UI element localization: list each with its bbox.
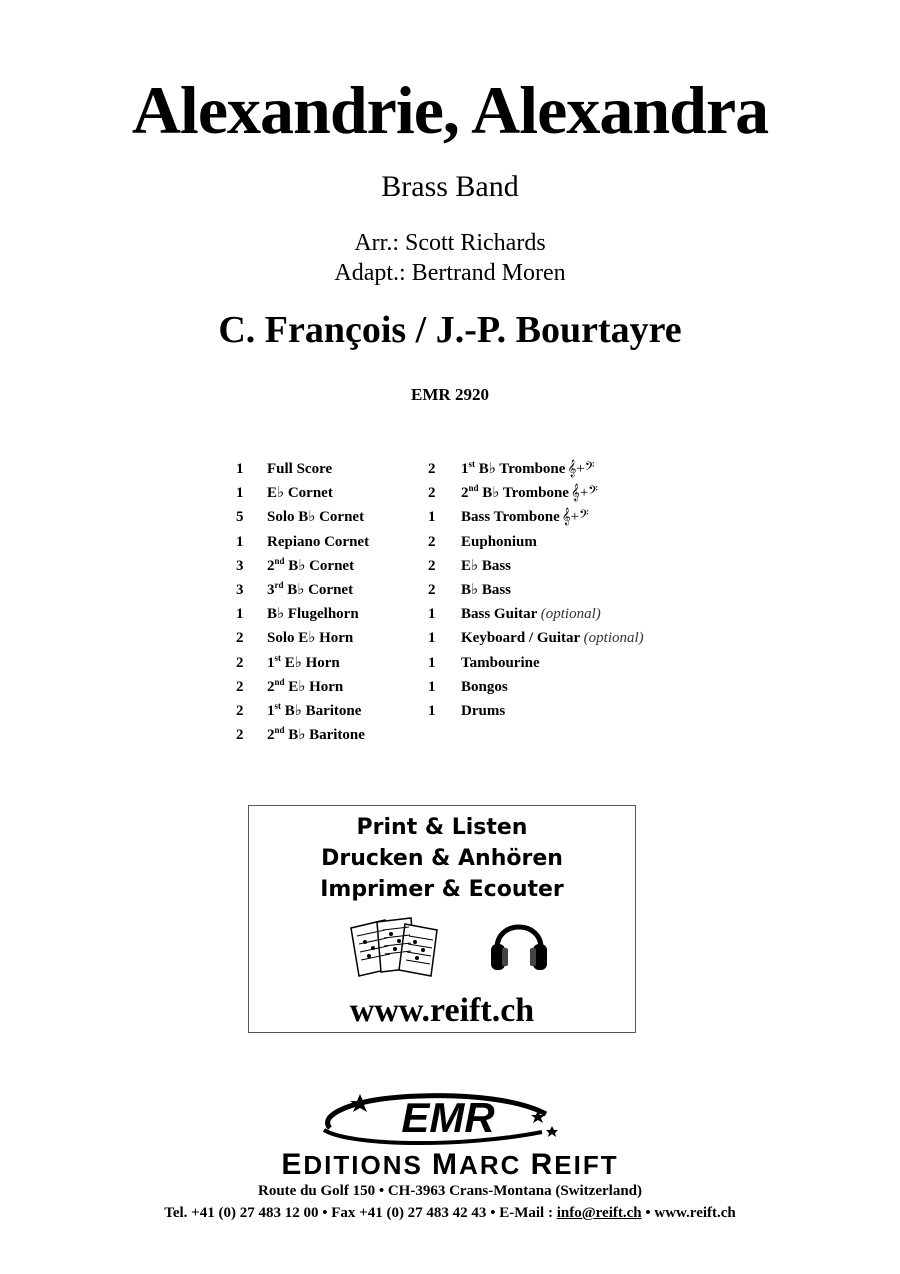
part-quantity: 2 [428, 557, 436, 574]
part-name: Bass Guitar (optional) [461, 606, 601, 623]
part-quantity: 2 [428, 533, 436, 550]
part-quantity: 1 [428, 509, 436, 526]
part-quantity: 2 [428, 485, 436, 502]
sheet-music-icon [347, 914, 443, 978]
catalog-number: EMR 2920 [411, 385, 489, 404]
part-name: 2nd B♭ Trombone 𝄞+𝄢 [461, 483, 598, 502]
part-quantity: 1 [236, 606, 244, 623]
part-quantity: 3 [236, 557, 244, 574]
part-quantity: 1 [236, 485, 244, 502]
part-quantity: 1 [428, 630, 436, 647]
publisher-name: EDITIONS MARC REIFT [281, 1148, 619, 1181]
optional-label: (optional) [583, 630, 644, 647]
part-quantity: 1 [428, 654, 436, 671]
subtitle: Brass Band [381, 170, 519, 203]
part-name: 2nd B♭ Cornet [267, 555, 355, 574]
part-name: Euphonium [461, 533, 537, 550]
part-quantity: 1 [236, 461, 244, 477]
part-quantity: 1 [236, 533, 244, 550]
part-name: Bongos [461, 678, 508, 695]
clef-icon: 𝄞+𝄢 [570, 485, 598, 502]
part-name: Repiano Cornet [267, 533, 370, 550]
part-name: 3rd B♭ Cornet [267, 580, 354, 598]
part-quantity: 1 [428, 678, 436, 695]
part-quantity: 1 [428, 703, 436, 719]
part-name: 1st B♭ Trombone 𝄞+𝄢 [461, 459, 595, 477]
headphones-icon [487, 910, 551, 974]
promo-line-de: Drucken & Anhören [321, 846, 563, 871]
part-name: B♭ Bass [461, 582, 512, 598]
part-name: Solo B♭ Cornet [267, 509, 365, 526]
part-name: 2nd B♭ Baritone [267, 725, 365, 744]
part-name: 1st B♭ Baritone [267, 701, 362, 719]
fax: Fax +41 (0) 27 483 42 43 [331, 1205, 487, 1221]
promo-line-fr: Imprimer & Ecouter [320, 877, 564, 902]
composers: C. François / J.-P. Bourtayre [218, 309, 682, 351]
promo-url: www.reift.ch [349, 992, 535, 1029]
part-name: Full Score [267, 461, 333, 477]
part-name: B♭ Flugelhorn [267, 606, 359, 623]
part-name: E♭ Cornet [267, 485, 333, 502]
part-name: Tambourine [461, 654, 540, 671]
print-listen-box [248, 805, 636, 1033]
part-quantity: 3 [236, 582, 244, 598]
optional-label: (optional) [540, 606, 601, 623]
clef-icon: 𝄞+𝄢 [561, 509, 589, 526]
publisher-contact: Tel. +41 (0) 27 483 12 00 • Fax +41 (0) 27 483 42 43 • E-Mail : info@reift.ch • www.reift.ch [164, 1205, 736, 1221]
part-name: E♭ Bass [461, 557, 512, 574]
part-quantity: 2 [428, 582, 436, 598]
part-quantity: 2 [236, 654, 244, 671]
part-name: Drums [461, 703, 506, 719]
part-name: Solo E♭ Horn [267, 630, 354, 647]
part-name: Keyboard / Guitar (optional) [461, 630, 644, 647]
part-quantity: 5 [236, 509, 244, 526]
logo-text: EMR [401, 1094, 495, 1141]
publisher-address: Route du Golf 150 • CH-3963 Crans-Montana (Switzerland) [258, 1183, 642, 1199]
part-quantity: 2 [236, 727, 244, 744]
part-quantity: 2 [236, 703, 244, 719]
website-link[interactable]: www.reift.ch [654, 1205, 736, 1221]
phone: Tel. +41 (0) 27 483 12 00 [164, 1205, 319, 1221]
part-name: Bass Trombone 𝄞+𝄢 [461, 509, 589, 526]
clef-icon: 𝄞+𝄢 [567, 461, 595, 477]
part-name: 1st E♭ Horn [267, 652, 340, 671]
part-quantity: 1 [428, 606, 436, 623]
adapter: Adapt.: Bertrand Moren [334, 260, 566, 286]
promo-line-en: Print & Listen [356, 815, 528, 840]
part-quantity: 2 [236, 678, 244, 695]
page-title: Alexandrie, Alexandra [131, 72, 769, 148]
arranger: Arr.: Scott Richards [354, 230, 546, 256]
email-link[interactable]: info@reift.ch [556, 1205, 642, 1221]
part-quantity: 2 [236, 630, 244, 647]
part-name: 2nd E♭ Horn [267, 676, 344, 695]
part-quantity: 2 [428, 461, 436, 477]
emr-logo [310, 1088, 570, 1150]
